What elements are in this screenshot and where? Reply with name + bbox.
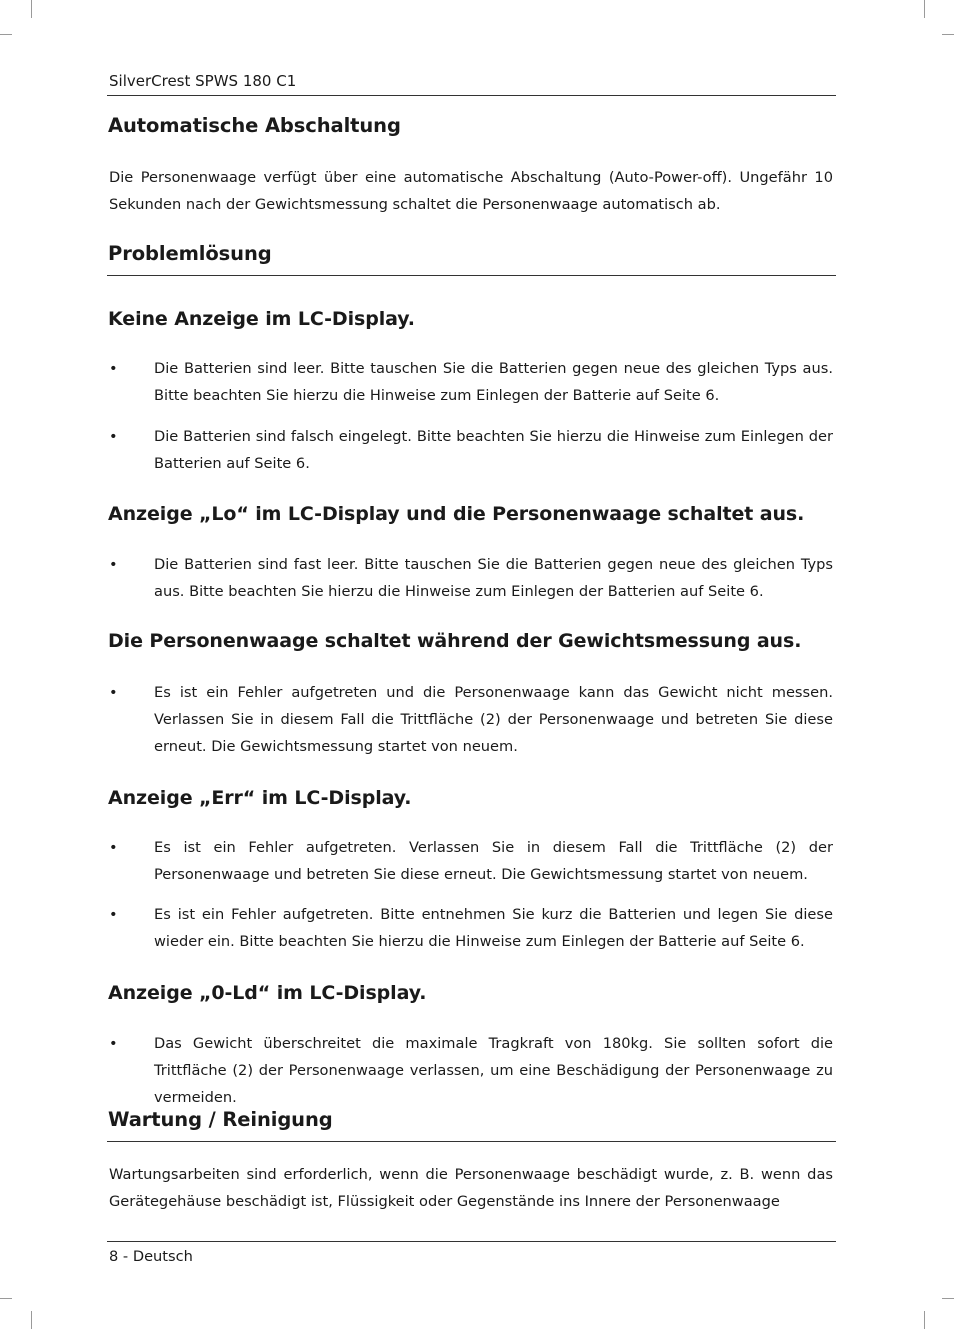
- crop-mark: [0, 34, 12, 35]
- paragraph-maintenance: Wartungsarbeiten sind erforderlich, wenn die Personenwaage beschädigt wurde, z. B. wenn das Gerätegehäuse beschädigt ist, Flüssigkeit oder Gegenstände ins Innere der Personenwaage: [109, 1166, 833, 1210]
- list-item: [109, 834, 833, 888]
- list-item: [109, 901, 833, 955]
- header-rule: [107, 95, 836, 96]
- running-header: SilverCrest SPWS 180 C1: [109, 72, 297, 90]
- heading-troubleshooting: Problemlösung: [108, 242, 272, 265]
- list-item-text: Es ist ein Fehler aufgetreten. Verlassen Sie in diesem Fall die Trittfläche (2) der Personenwaage und betreten Sie diese erneut. Die Gewichtsmessung startet von neuem.: [154, 839, 833, 883]
- bullet-symbol: •: [109, 684, 118, 701]
- list-item-text: Es ist ein Fehler aufgetreten. Bitte entnehmen Sie kurz die Batterien und legen Sie diese wieder ein. Bitte beachten Sie hierzu die Hinweise zum Einlegen der Batterie auf Seite 6.: [154, 906, 833, 950]
- section-rule: [107, 1141, 836, 1142]
- crop-mark: [924, 1311, 925, 1329]
- crop-mark: [924, 0, 925, 18]
- crop-mark: [942, 1298, 954, 1299]
- bullet-symbol: •: [109, 428, 118, 445]
- heading-no-display: Keine Anzeige im LC-Display.: [108, 308, 415, 330]
- list-item-text: Die Batterien sind fast leer. Bitte tauschen Sie die Batterien gegen neue des gleichen Typs aus. Bitte beachten Sie hierzu die Hinweise zum Einlegen der Batterien auf Seite 6.: [154, 556, 833, 600]
- list-item: [109, 679, 833, 760]
- heading-auto-off: Automatische Abschaltung: [108, 114, 401, 137]
- bullet-symbol: •: [109, 906, 118, 923]
- page-number: 8 - Deutsch: [109, 1248, 193, 1265]
- footer-rule: [107, 1241, 836, 1242]
- crop-mark: [31, 1311, 32, 1329]
- list-item-text: Die Batterien sind falsch eingelegt. Bitte beachten Sie hierzu die Hinweise zum Einlegen der Batterien auf Seite 6.: [154, 428, 833, 472]
- list-item: [109, 1030, 833, 1111]
- crop-mark: [31, 0, 32, 18]
- bullet-symbol: •: [109, 360, 118, 377]
- list-item-text: Die Batterien sind leer. Bitte tauschen Sie die Batterien gegen neue des gleichen Typs aus. Bitte beachten Sie hierzu die Hinweise zum Einlegen der Batterie auf Seite 6.: [154, 360, 833, 404]
- heading-shutdown: Die Personenwaage schaltet während der Gewichtsmessung aus.: [108, 630, 802, 652]
- bullet-symbol: •: [109, 556, 118, 573]
- list-item: [109, 355, 833, 409]
- crop-mark: [942, 34, 954, 35]
- heading-overload: Anzeige „0-Ld“ im LC-Display.: [108, 982, 427, 1004]
- crop-mark: [0, 1298, 12, 1299]
- heading-maintenance: Wartung / Reinigung: [108, 1108, 333, 1131]
- section-rule: [107, 275, 836, 276]
- heading-lo: Anzeige „Lo“ im LC-Display und die Personenwaage schaltet aus.: [108, 503, 805, 525]
- list-item-text: Das Gewicht überschreitet die maximale Tragkraft von 180kg. Sie sollten sofort die Trittfläche (2) der Personenwaage verlassen, um eine Beschädigung der Personenwaage zu vermeiden.: [154, 1035, 833, 1106]
- bullet-symbol: •: [109, 839, 118, 856]
- paragraph-auto-off: Die Personenwaage verfügt über eine automatische Abschaltung (Auto-Power-off). Ungefähr 10 Sekunden nach der Gewichtsmessung schaltet die Personenwaage automatisch ab.: [109, 169, 833, 213]
- bullet-symbol: •: [109, 1035, 118, 1052]
- list-item: [109, 423, 833, 477]
- heading-err: Anzeige „Err“ im LC-Display.: [108, 787, 412, 809]
- list-item-text: Es ist ein Fehler aufgetreten und die Personenwaage kann das Gewicht nicht messen. Verlassen Sie in diesem Fall die Trittfläche (2) der Personenwaage und betreten Sie diese erneut. Die Gewichtsmessung startet von neuem.: [154, 684, 833, 755]
- list-item: [109, 551, 833, 605]
